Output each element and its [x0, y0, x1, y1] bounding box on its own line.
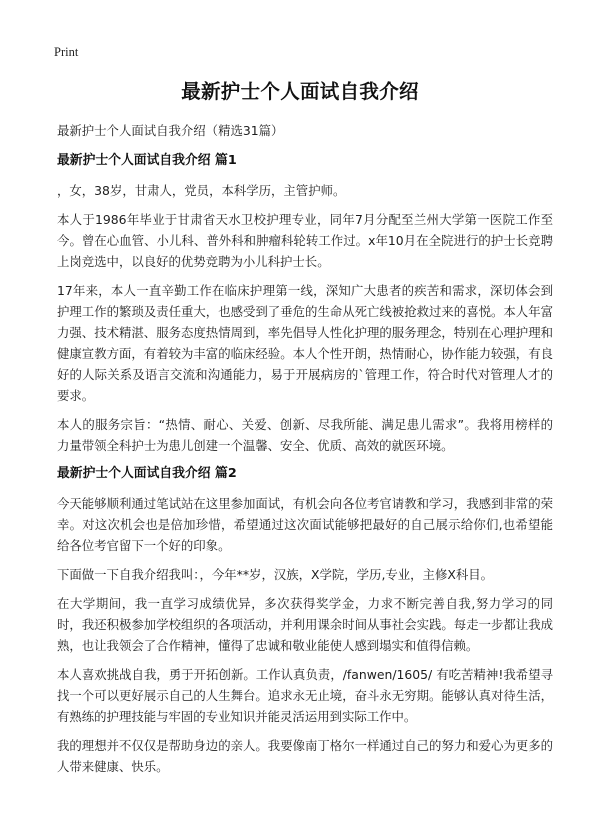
paragraph: 本人喜欢挑战自我，勇于开拓创新。工作认真负责，/fanwen/1605/ 有吃苦精神!我希望寻找一个可以更好展示自己的人生舞台。追求永无止境，奋斗永无穷期。能够认真对待生活，有熟练的护理技能与牢固的专业知识并能灵活运用到实际工作中。 — [57, 667, 553, 724]
paragraph: 17年来，本人一直辛勤工作在临床护理第一线，深知广大患者的疾苦和需求，深切体会到护理工作的繁琐及责任重大，也感受到了垂危的生命从死亡线被抢救过来的喜悦。本人年富力强、技术精湛、服务态度热情周到，率先倡导人性化护理的服务理念，特别在心理护理和健康宣教方面，有着较为丰富的临床经验。本人个性开朗，热情耐心，协作能力较强，有良好的人际关系及语言交流和沟通能力，易于开展病房的`管理工作，符合时代对管理人才的要求。 — [57, 283, 553, 403]
paragraph: ，女，38岁，甘肃人，党员，本科学历，主管护师。 — [57, 183, 346, 198]
document-title: 最新护士个人面试自我介绍 — [181, 80, 419, 103]
print-label: Print — [54, 45, 79, 59]
paragraph: 我的理想并不仅仅是帮助身边的亲人。我要像南丁格尔一样通过自己的努力和爱心为更多的人带来健康、快乐。 — [57, 738, 553, 774]
document-content — [57, 120, 553, 785]
section-heading-2: 最新护士个人面试自我介绍 篇2 — [57, 466, 237, 481]
paragraph: 下面做一下自我介绍我叫：，今年**岁，汉族，X学院，学历,专业，主修X科目。 — [57, 567, 493, 582]
paragraph: 今天能够顺利通过笔试站在这里参加面试，有机会向各位考官请教和学习，我感到非常的荣幸。对这次机会也是倍加珍惜，希望通过这次面试能够把最好的自己展示给你们,也希望能给各位考官留下一个好的印象。 — [57, 496, 553, 553]
section-heading-1: 最新护士个人面试自我介绍 篇1 — [57, 153, 237, 168]
paragraph: 本人于1986年毕业于甘肃省天水卫校护理专业，同年7月分配至兰州大学第一医院工作至今。曾在心血管、小儿科、普外科和肿瘤科轮转工作过。x年10月在全院进行的护士长竞聘上岗竞选中，以良好的优势竞聘为小儿科护士长。 — [57, 212, 553, 269]
document-subtitle: 最新护士个人面试自我介绍（精选31篇） — [57, 123, 284, 138]
paragraph: 本人的服务宗旨：“热情、耐心、关爱、创新、尽我所能、满足患儿需求”。我将用榜样的力量带领全科护士为患儿创建一个温馨、安全、优质、高效的就医环境。 — [57, 417, 553, 453]
paragraph: 在大学期间，我一直学习成绩优异，多次获得奖学金，力求不断完善自我,努力学习的同时，我还积极参加学校组织的各项活动，并利用课余时间从事社会实践。每走一步都让我成熟，也让我领会了合作精神，懂得了忠诚和敬业能使人感到塌实和值得信赖。 — [57, 596, 553, 653]
